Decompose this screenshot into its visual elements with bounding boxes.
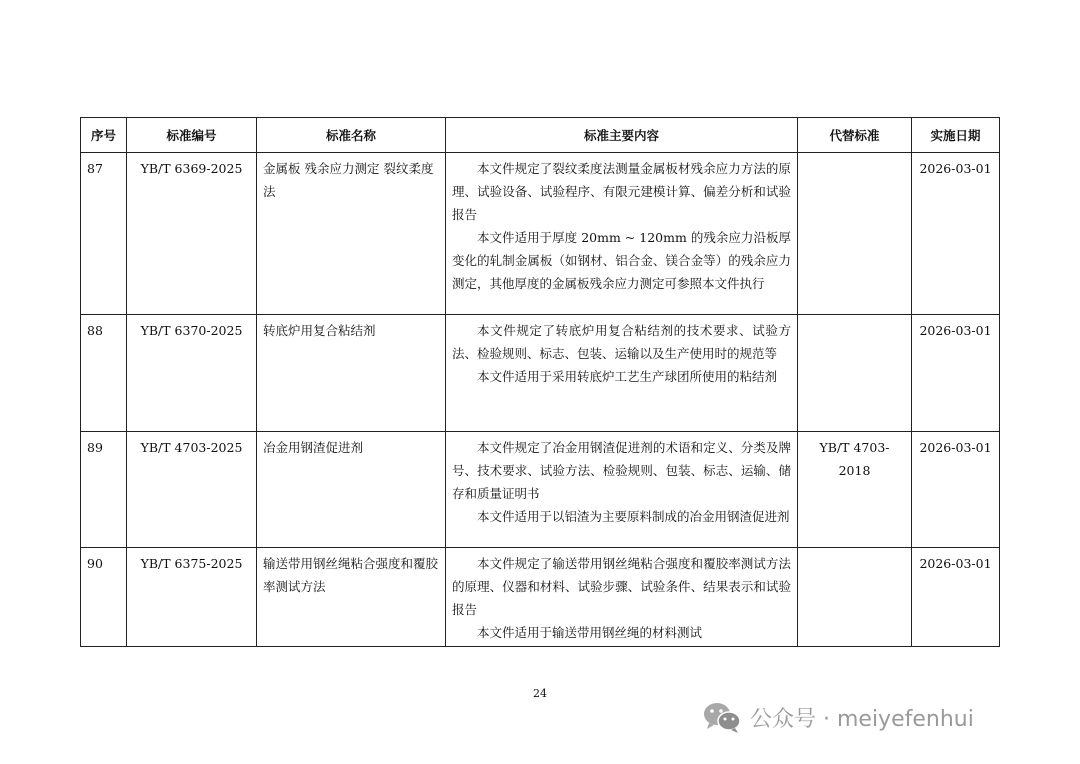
row-code: YB/T 6369-2025 [127, 153, 257, 315]
row-replaces: YB/T 4703-2018 [798, 432, 912, 548]
row-content [446, 153, 798, 315]
row-name: 转底炉用复合粘结剂 [257, 315, 446, 432]
row-date: 2026-03-01 [912, 315, 1000, 432]
row-date: 2026-03-01 [912, 548, 1000, 647]
header-content: 标准主要内容 [446, 118, 798, 153]
row-name: 金属板 残余应力测定 裂纹柔度法 [257, 153, 446, 315]
table-row [81, 548, 1000, 647]
row-no: 90 [81, 548, 127, 647]
row-no: 87 [81, 153, 127, 315]
content-paragraph: 本文件规定了冶金用钢渣促进剂的术语和定义、分类及牌号、技术要求、试验方法、检验规则、包装、标志、运输、储存和质量证明书 [452, 440, 791, 501]
row-content [446, 548, 798, 647]
row-code: YB/T 6375-2025 [127, 548, 257, 647]
row-code: YB/T 6370-2025 [127, 315, 257, 432]
content-paragraph: 本文件适用于采用转底炉工艺生产球团所使用的粘结剂 [477, 369, 778, 384]
row-content [446, 315, 798, 432]
content-paragraph: 本文件适用于厚度 20mm ~ 120mm 的残余应力沿板厚变化的轧制金属板（如钢材、铝合金、镁合金等）的残余应力测定，其他厚度的金属板残余应力测定可参照本文件执行 [452, 230, 791, 291]
standards-table [80, 117, 1000, 647]
row-replaces [798, 548, 912, 647]
row-date: 2026-03-01 [912, 432, 1000, 548]
row-replaces [798, 153, 912, 315]
table-row [81, 432, 1000, 548]
content-paragraph: 本文件适用于以铝渣为主要原料制成的冶金用钢渣促进剂 [477, 509, 790, 524]
row-name: 冶金用钢渣促进剂 [257, 432, 446, 548]
row-name: 输送带用钢丝绳粘合强度和覆胶率测试方法 [257, 548, 446, 647]
row-date: 2026-03-01 [912, 153, 1000, 315]
page-number: 24 [533, 687, 547, 700]
table-row [81, 315, 1000, 432]
row-replaces [798, 315, 912, 432]
row-content [446, 432, 798, 548]
header-date: 实施日期 [912, 118, 1000, 153]
row-code: YB/T 4703-2025 [127, 432, 257, 548]
table-header-row [81, 118, 1000, 153]
row-no: 89 [81, 432, 127, 548]
content-paragraph: 本文件规定了转底炉用复合粘结剂的技术要求、试验方法、检验规则、标志、包装、运输以及生产使用时的规范等 [452, 323, 791, 361]
wechat-icon [702, 700, 742, 734]
watermark-text: 公众号 · meiyefenhui [750, 706, 974, 732]
content-paragraph: 本文件规定了输送带用钢丝绳粘合强度和覆胶率测试方法的原理、仪器和材料、试验步骤、试验条件、结果表示和试验报告 [452, 556, 791, 617]
row-no: 88 [81, 315, 127, 432]
table-row [81, 153, 1000, 315]
content-paragraph: 本文件适用于输送带用钢丝绳的材料测试 [477, 625, 703, 640]
header-code: 标准编号 [127, 118, 257, 153]
header-replaces: 代替标准 [798, 118, 912, 153]
header-no: 序号 [81, 118, 127, 153]
content-paragraph: 本文件规定了裂纹柔度法测量金属板材残余应力方法的原理、试验设备、试验程序、有限元建模计算、偏差分析和试验报告 [452, 161, 791, 222]
header-name: 标准名称 [257, 118, 446, 153]
watermark [702, 700, 974, 734]
